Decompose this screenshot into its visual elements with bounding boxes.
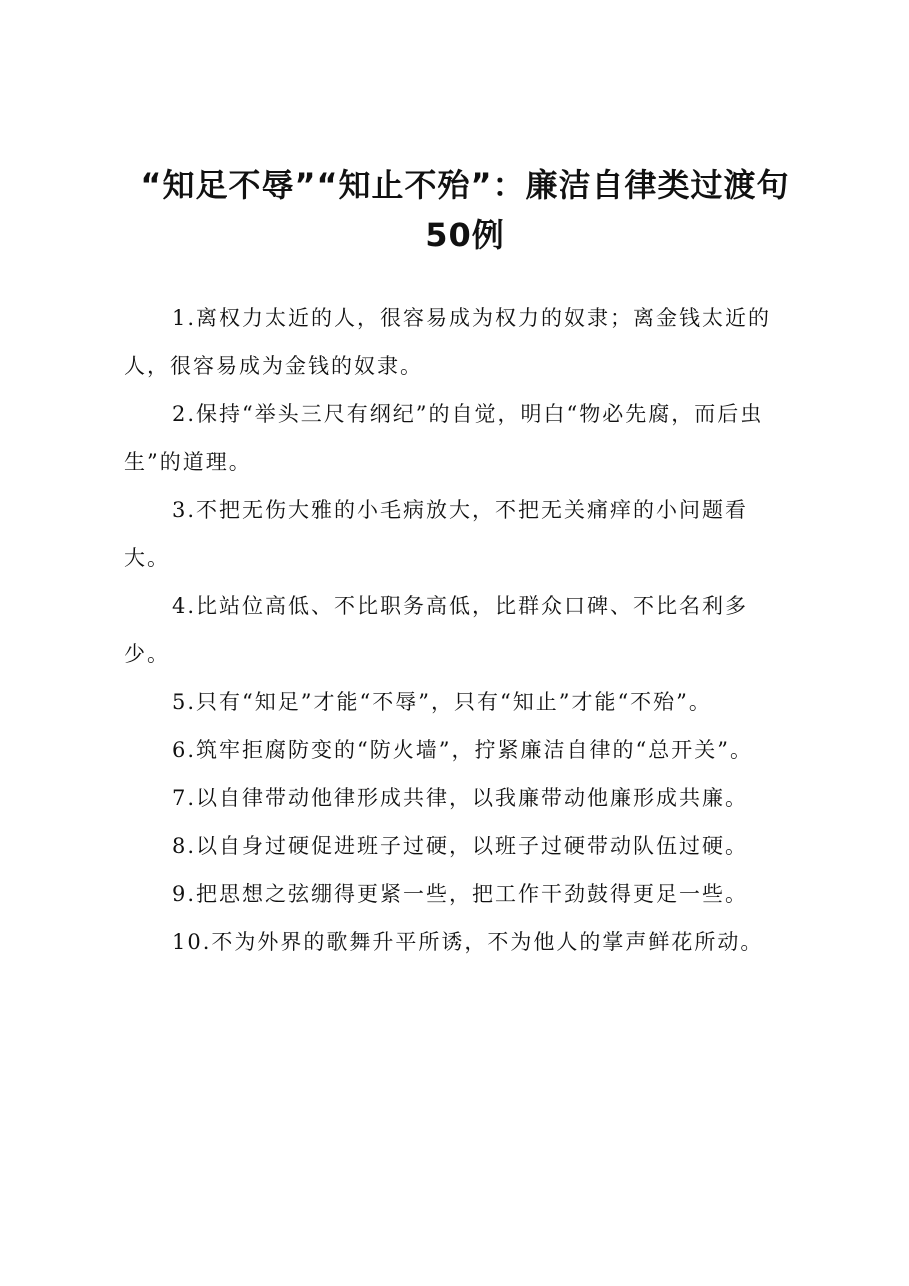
list-item: 3.不把无伤大雅的小毛病放大，不把无关痛痒的小问题看大。 bbox=[124, 498, 749, 570]
list-item: 9.把思想之弦绷得更紧一些，把工作干劲鼓得更足一些。 bbox=[172, 882, 749, 906]
list-item: 1.离权力太近的人，很容易成为权力的奴隶；离金钱太近的人，很容易成为金钱的奴隶。 bbox=[124, 306, 772, 378]
list-item: 6.筑牢拒腐防变的“防火墙”，拧紧廉洁自律的“总开关”。 bbox=[172, 738, 753, 762]
list-item: 7.以自律带动他律形成共律，以我廉带动他廉形成共廉。 bbox=[172, 786, 749, 810]
list-item: 8.以自身过硬促进班子过硬，以班子过硬带动队伍过硬。 bbox=[172, 834, 749, 858]
document-title: “知足不辱”“知止不殆”：廉洁自律类过渡句50例 bbox=[140, 166, 790, 254]
list-item: 4.比站位高低、不比职务高低，比群众口碑、不比名利多少。 bbox=[124, 594, 749, 666]
document-body bbox=[124, 294, 789, 966]
list-item: 10.不为外界的歌舞升平所诱，不为他人的掌声鲜花所动。 bbox=[172, 930, 764, 954]
list-item: 2.保持“举头三尺有纲纪”的自觉，明白“物必先腐，而后虫生”的道理。 bbox=[124, 402, 764, 474]
list-item: 5.只有“知足”才能“不辱”，只有“知止”才能“不殆”。 bbox=[172, 690, 712, 714]
